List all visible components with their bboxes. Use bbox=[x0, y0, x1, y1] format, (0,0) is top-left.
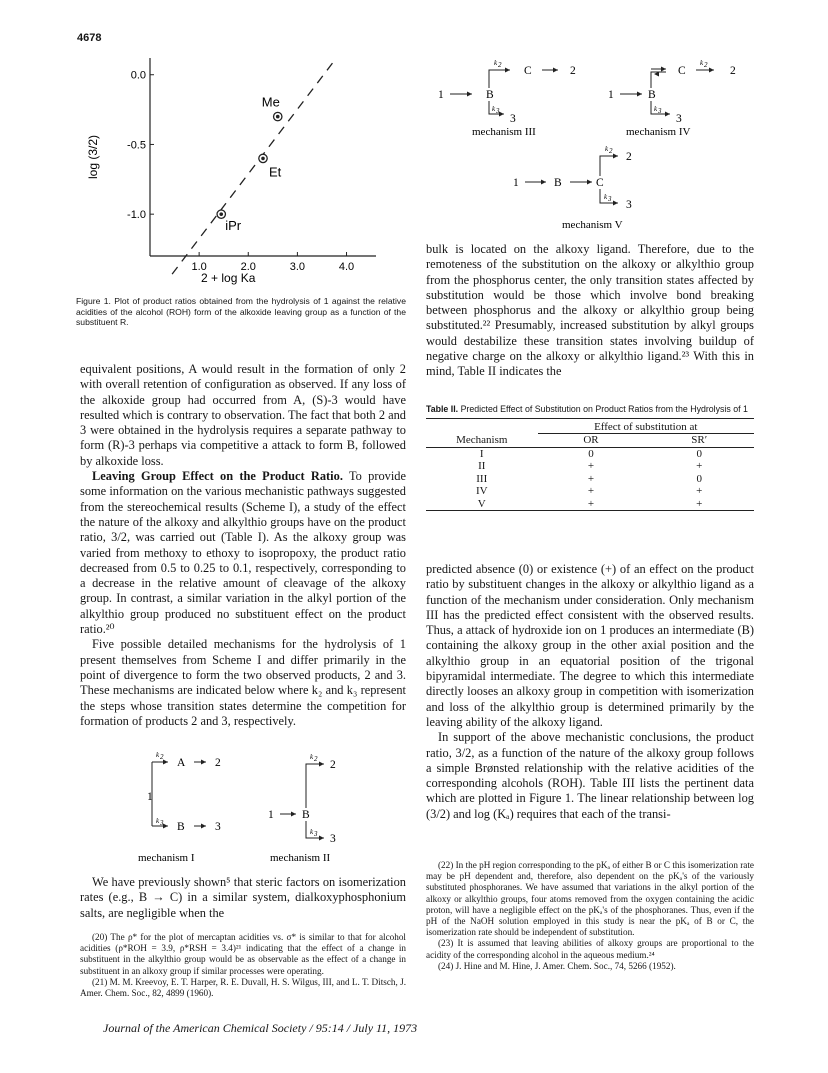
svg-text:2: 2 bbox=[160, 753, 164, 761]
x-tick-label: 3.0 bbox=[289, 261, 306, 273]
paragraph: equivalent positions, A would result in the formation of only 2 with overall retention of configuration as observed. If any loss of the alkoxide group had occurred from A, (S)-3 would have resulted which is contrary to observation. The fact that both 2 and 3 were obtained in the hydrolysis requires a separate pathway to form (R)-3 perhaps via competitive a attack to form B, followed by alkoxide loss. bbox=[80, 362, 406, 468]
left-footnotes bbox=[80, 932, 406, 999]
mechanisms-3-4-5 bbox=[430, 58, 760, 236]
svg-text:k: k bbox=[310, 828, 314, 836]
right-footnotes bbox=[426, 860, 754, 972]
column-header: OR bbox=[583, 434, 599, 447]
table-row: IV + + bbox=[475, 485, 703, 498]
footnote-22: (22) In the pH region corresponding to the pKₐ of either B or C this isomerization rate may be pH dependent and, therefore, also dependent on the pKₐ's of the variously substituted phosphoranes. We have assumed that variations in the alkyl portion of the alkoxy or alkylthio groups, four atoms removed from the oxygen containing the acidic proton, will have a negligible effect on the pKₐ's of the phosphoranes. Thus, even if the pH of the NaOH solution employed in this study is near the pKₐ of B or C, the isomerization rate should be independent of substitution. bbox=[426, 860, 754, 938]
point-label: iPr bbox=[225, 218, 242, 234]
point-label: Me bbox=[261, 94, 280, 110]
svg-text:k: k bbox=[604, 193, 608, 201]
y-axis-label: log (3/2) bbox=[86, 134, 100, 180]
table-row: I 0 0 bbox=[479, 447, 702, 460]
intermediate-B: B bbox=[486, 89, 494, 101]
paragraph: We have previously shown⁵ that steric factors on isomerization rates (e.g., B → C) in a similar system, dialkoxyphosphonium salts, are negligible when the bbox=[80, 875, 406, 920]
table-row: III + 0 bbox=[476, 472, 702, 485]
intermediate-B: B bbox=[177, 821, 185, 833]
left-column-upper bbox=[80, 362, 406, 729]
product-2: 2 bbox=[730, 65, 736, 77]
product-2: 2 bbox=[330, 759, 336, 771]
svg-text:k: k bbox=[156, 817, 160, 825]
svg-text:k: k bbox=[605, 145, 609, 153]
paragraph: Five possible detailed mechanisms for the hydrolysis of 1 present themselves from Scheme I and differ primarily in the point of divergence to form the two observed products, 2 and 3. These mechanisms are indicated below where k₂ and k₃ represent the steps whose transition states determine the competition for formation of products 2 and 3, respectively. bbox=[80, 637, 406, 728]
page-number: 4678 bbox=[77, 32, 102, 44]
product-3: 3 bbox=[676, 113, 682, 125]
y-tick-label: 0.0 bbox=[130, 69, 146, 82]
data-point-center bbox=[261, 157, 265, 161]
x-tick-label: 1.0 bbox=[191, 261, 207, 273]
svg-text:2: 2 bbox=[314, 755, 318, 763]
svg-text:2: 2 bbox=[498, 61, 502, 69]
mechanism-3-label: mechanism III bbox=[472, 126, 536, 138]
point-label: Et bbox=[269, 164, 282, 180]
start-1: 1 bbox=[268, 809, 274, 821]
table-row: II + + bbox=[478, 460, 703, 473]
right-column-upper bbox=[426, 242, 754, 380]
footnote-21: (21) M. M. Kreevoy, E. T. Harper, R. E. Duvall, H. S. Wilgus, III, and L. T. Ditsch, J. Amer. Chem. Soc., 82, 4899 (1960). bbox=[80, 976, 406, 999]
table-2-caption: Table II. Predicted Effect of Substitution on Product Ratios from the Hydrolysis of 1 bbox=[426, 404, 748, 414]
table-2 bbox=[426, 404, 754, 511]
svg-text:k: k bbox=[494, 59, 498, 67]
table-2-group-header: Effect of substitution at bbox=[538, 421, 754, 434]
x-tick-label: 4.0 bbox=[338, 261, 355, 273]
svg-text:k: k bbox=[700, 59, 704, 67]
product-3: 3 bbox=[510, 113, 516, 125]
paragraph: Leaving Group Effect on the Product Ratio. To provide some information on the various mechanistic pathways suggested from the stereochemical results (Scheme I), a study of the effect the nature of the alkoxy and alkylthio groups have on the product ratio, 3/2, was carried out (Table I). As the alkoxy group was varied from methoxy to ethoxy to isopropoxy, the product ratio decreased from 0.5 to 0.25 to 0.1, respectively, corresponding to a decrease in the relative amount of cleavage of the alkoxy group. In contrast, a similar variation in the alkyl portion of the alkylthio group produced no substituent effect on the product ratio.²⁰ bbox=[80, 469, 407, 637]
paragraph: predicted absence (0) or existence (+) of an effect on the product ratio by substituent changes in the alkoxy or alkylthio ligand as a function of the mechanism under consideration. Only mechanism III has the predicted effect consistent with the observed results. Thus, a attack of hydroxide ion on 1 produces an intermediate (B) containing the alkoxy group in the other axial position and the alkylthio group in an equatorial position of the trigonal bipyramidal intermediate. The degree to which this intermediate directly looses an alkoxy group in competition with isomerization and loss of the alkylthio group is determined primarily by the leaving ability of the alkoxy ligand. bbox=[426, 562, 754, 729]
mechanism-5-label: mechanism V bbox=[562, 219, 623, 231]
svg-text:k: k bbox=[156, 751, 160, 759]
footnote-24: (24) J. Hine and M. Hine, J. Amer. Chem. Soc., 74, 5266 (1952). bbox=[438, 960, 676, 971]
svg-text:3: 3 bbox=[608, 195, 612, 203]
y-tick-label: -0.5 bbox=[127, 139, 146, 152]
product-2: 2 bbox=[626, 151, 632, 163]
left-column-lower bbox=[80, 875, 406, 921]
figure-1-fit-line bbox=[172, 61, 334, 274]
svg-text:3: 3 bbox=[496, 107, 500, 115]
journal-footer: Journal of the American Chemical Society / 95:14 / July 11, 1973 bbox=[103, 1021, 418, 1035]
column-header: SR′ bbox=[691, 434, 708, 447]
product-3: 3 bbox=[330, 833, 336, 845]
svg-text:2: 2 bbox=[704, 61, 708, 69]
footnote-23: (23) It is assumed that leaving abilities of alkoxy groups are proportional to the acidity of the corresponding alcohol in the aqueous medium.²⁴ bbox=[426, 938, 754, 960]
figure-1-tick-labels bbox=[127, 70, 354, 273]
start-1: 1 bbox=[608, 89, 614, 101]
table-2-grid bbox=[426, 421, 754, 512]
svg-text:k: k bbox=[492, 105, 496, 113]
svg-text:k: k bbox=[654, 105, 658, 113]
start-1: 1 bbox=[438, 89, 444, 101]
figure-1-caption: Figure 1. Plot of product ratios obtained from the hydrolysis of 1 against the relative acidities of the alcohol (ROH) form of the alkoxide leaving group as a function of the substituent R. bbox=[76, 296, 406, 328]
start-1: 1 bbox=[147, 791, 153, 803]
intermediate-B: B bbox=[302, 809, 310, 821]
product-3: 3 bbox=[626, 199, 632, 211]
svg-text:3: 3 bbox=[658, 107, 662, 115]
mechanisms-1-2 bbox=[120, 748, 390, 866]
x-tick-label: 2.0 bbox=[240, 261, 256, 273]
table-row: V + + bbox=[426, 498, 754, 511]
paragraph: bulk is located on the alkoxy ligand. Therefore, due to the remoteness of the substitution on the alkoxy or alkylthio group from the phosphorus center, the only transition states affected by substitution would be those which involve bond breaking between phosphorus and the alkoxy or alkylthio group being substituted.²² Presumably, increased substitution by alkyl groups would destabilize these transition states involving buildup of negative charge on the alkoxy or alkylthio ligand.²³ With this in mind, Table II indicates the bbox=[426, 242, 754, 379]
svg-text:2: 2 bbox=[609, 147, 613, 155]
svg-text:3: 3 bbox=[314, 830, 318, 838]
mechanism-2-label: mechanism II bbox=[270, 852, 331, 864]
right-column-lower bbox=[426, 562, 754, 822]
intermediate-B: B bbox=[648, 89, 656, 101]
start-1: 1 bbox=[513, 177, 519, 189]
section-heading: Leaving Group Effect on the Product Ratio. bbox=[92, 469, 343, 484]
data-point-center bbox=[219, 212, 223, 216]
intermediate-C: C bbox=[596, 177, 604, 189]
figure-1-chart bbox=[76, 52, 388, 292]
x-axis-label: 2 + log Ka bbox=[201, 271, 256, 285]
product-2: 2 bbox=[215, 757, 221, 769]
product-3: 3 bbox=[215, 821, 221, 833]
fit-line bbox=[172, 61, 334, 274]
intermediate-C: C bbox=[524, 65, 532, 77]
figure-1-points bbox=[217, 95, 282, 234]
data-point-center bbox=[276, 115, 280, 119]
product-2: 2 bbox=[570, 65, 576, 77]
y-tick-label: -1.0 bbox=[127, 209, 146, 222]
svg-text:3: 3 bbox=[160, 819, 164, 827]
intermediate-C: C bbox=[678, 65, 686, 77]
intermediate-A: A bbox=[177, 757, 186, 769]
mechanism-4-label: mechanism IV bbox=[626, 126, 691, 138]
paragraph: In support of the above mechanistic conclusions, the product ratio, 3/2, as a function of the nature of the alkoxy group follows a simple Brønsted relationship with the relative acidities of the corresponding alcohols (ROH). Table III lists the pertinent data which are plotted in Figure 1. The linear relationship between log (3/2) and log (Kₐ) requires that each of the transi- bbox=[426, 730, 754, 821]
svg-text:k: k bbox=[310, 753, 314, 761]
intermediate-B: B bbox=[554, 177, 562, 189]
mechanism-1-label: mechanism I bbox=[138, 852, 195, 864]
footnote-20: (20) The ρ* for the plot of mercaptan acidities vs. σ* is similar to that for alcohol acidities (ρ*ROH = 3.9, ρ*RSH = 3.4)²¹ indicating that the effect of a change in substituent in the alkylthio group would be as observable as the effect of a change in substituent in an alkoxy group if similar processes were operating. bbox=[80, 932, 406, 976]
column-header: Mechanism bbox=[456, 434, 508, 447]
